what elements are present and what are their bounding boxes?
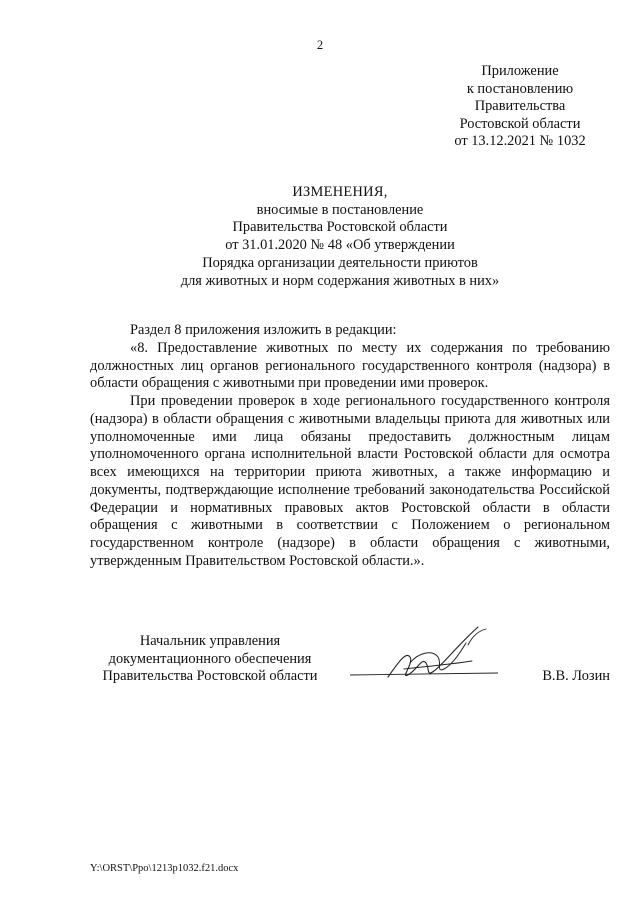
appendix-line: от 13.12.2021 № 1032 bbox=[454, 133, 586, 149]
appendix-line: Правительства bbox=[474, 98, 566, 114]
signatory-title-line: Правительства Ростовской области bbox=[102, 668, 318, 684]
signatory-title bbox=[90, 633, 330, 686]
handwritten-signature bbox=[348, 623, 508, 693]
body-paragraph: «8. Предоставление животных по месту их содержания по требованию должностных лиц органов регионального государственного контроля (надзора) в области обращения с животными при проведении ими проверок. bbox=[90, 339, 610, 392]
appendix-block bbox=[420, 63, 620, 151]
heading-line: Правительства Ростовской области bbox=[232, 219, 448, 236]
document-heading bbox=[120, 184, 560, 290]
signatory-title-line: Начальник управления bbox=[139, 633, 281, 649]
document-body bbox=[90, 322, 610, 571]
document-title: ИЗМЕНЕНИЯ, bbox=[292, 184, 388, 200]
heading-line: от 31.01.2020 № 48 «Об утверждении bbox=[225, 237, 455, 254]
appendix-line: к постановлению bbox=[466, 80, 574, 97]
file-path-footer: Y:\ORST\Ppo\1213p1032.f21.docx bbox=[90, 863, 239, 874]
heading-line: для животных и норм содержания животных в них» bbox=[180, 272, 500, 289]
signatory-name: В.В. Лозин bbox=[542, 668, 610, 684]
page-number: 2 bbox=[316, 38, 324, 52]
heading-line: вносимые в постановление bbox=[256, 201, 424, 218]
body-paragraph: При проведении проверок в ходе регионального государственного контроля (надзора) в области обращения с животными владельцы приюта для животных или уполномоченные ими лица обязаны предоставить должностным лицам уполномоченного органа исполнительной власти Ростовской области для осмотра всех имеющихся на территории приюта животных, а также информацию и документы, подтверждающие исполнение требований законодательства Российской Федерации и нормативных правовых актов Ростовской области в области обращения с животными в соответствии с Положением о региональном государственном контроле (надзоре) в области обращения с животными, утвержденным Правительством Ростовской области.». bbox=[90, 393, 610, 569]
body-paragraph: Раздел 8 приложения изложить в редакции: bbox=[130, 322, 397, 338]
signatory-title-line: документационного обеспечения bbox=[108, 650, 312, 667]
appendix-line: Ростовской области bbox=[459, 115, 581, 132]
signature-block bbox=[90, 633, 610, 703]
appendix-line: Приложение bbox=[481, 63, 559, 79]
heading-line: Порядка организации деятельности приютов bbox=[202, 254, 478, 271]
